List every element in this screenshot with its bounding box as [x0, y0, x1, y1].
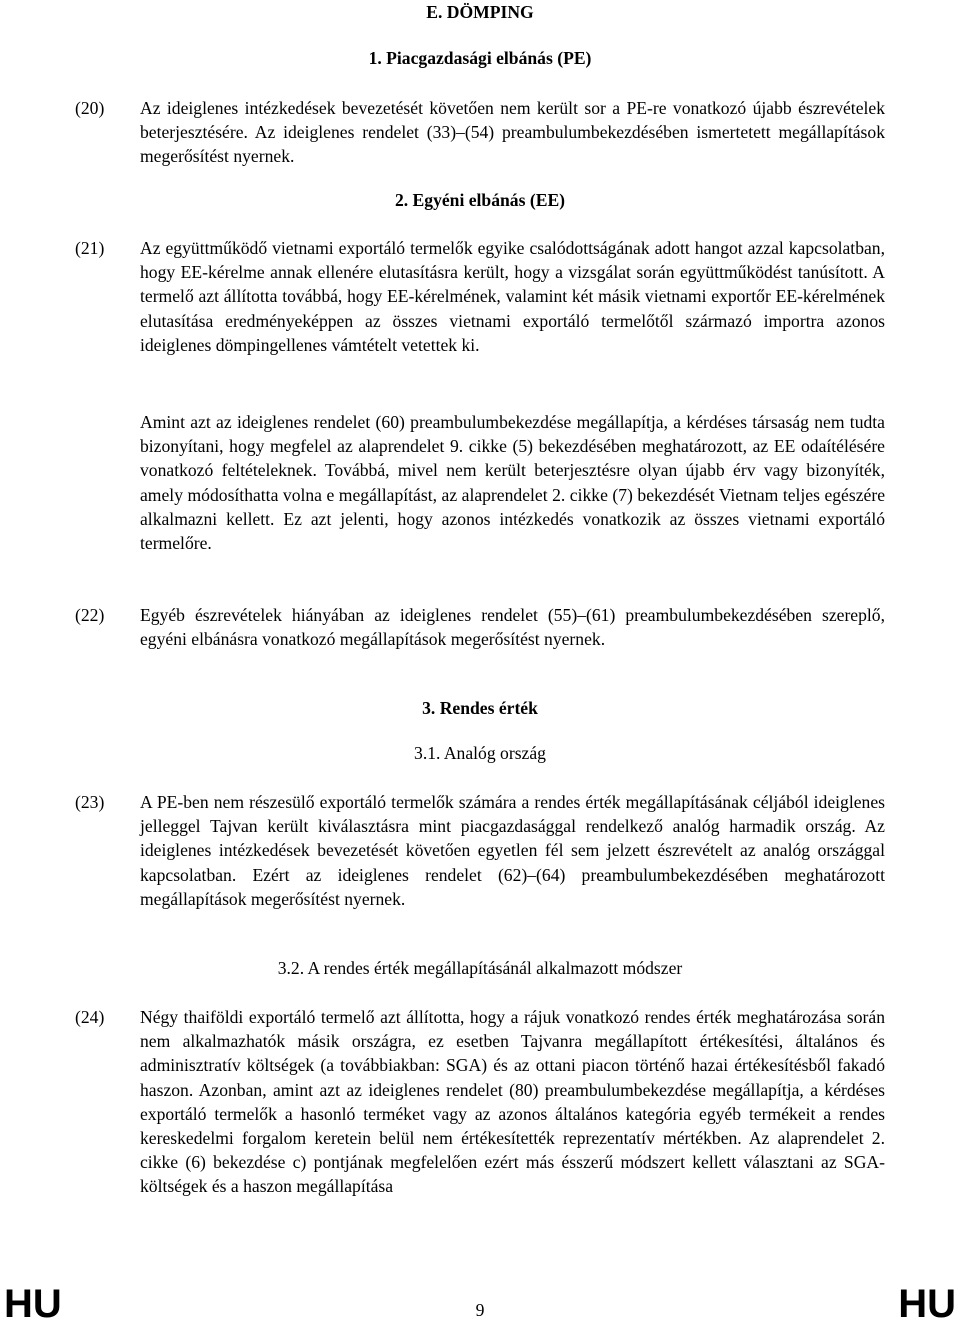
paragraph-23: A PE-ben nem részesülő exportáló termelők számára a rendes érték megállapításának céljából ideiglenes jelleggel Tajvan került kiválasztásra mint piacgazdasággal rendelkező analóg harmadik ország. Az ideiglenes intézkedések bevezetését követően egyetlen fél sem jelzett észrevételt az analóg országgal kapcsolatban. Ezért az ideiglenes rendelet (62)–(64) preambulumbekezdésében meghatározott megállapítások megerősítést nyernek.: [140, 792, 885, 909]
paragraph-number: (21): [75, 238, 105, 258]
heading-3-2: 3.2. A rendes érték megállapításánál alkalmazott módszer: [277, 958, 683, 978]
paragraph-number: (24): [75, 1007, 105, 1027]
heading-3-1: 3.1. Analóg ország: [414, 743, 546, 763]
page-number: 9: [475, 1300, 485, 1320]
section-title: E. DÖMPING: [426, 2, 534, 22]
heading-1: 1. Piacgazdasági elbánás (PE): [368, 48, 592, 68]
paragraph-number: (23): [75, 792, 105, 812]
paragraph-number: (20): [75, 98, 105, 118]
footer-language-right: HU: [898, 1282, 956, 1326]
paragraph-22: Egyéb észrevételek hiányában az ideiglenes rendelet (55)–(61) preambulumbekezdésében szereplő, egyéni elbánásra vonatkozó megállapítások megerősítést nyernek.: [140, 605, 885, 650]
paragraph-number: (22): [75, 605, 105, 625]
paragraph-24: Négy thaiföldi exportáló termelő azt állította, hogy a rájuk vonatkozó rendes érték meghatározása során nem alkalmazhatók másik országra, ez esetben Tajvanra megállapított értékesítési, általános és adminisztratív költségek (a továbbiakban: SGA) és az ottani piacon történő hazai értékesítésből fakadó haszon. Azonban, amint azt az ideiglenes rendelet (80) preambulumbekezdése megállapítja, a kérdéses exportáló termelők a hasonló terméket vagy az azonos általános kategória egyéb termékeit a rendes kereskedelmi forgalom keretein belül nem értékesítették reprezentatív mértékben. Az alaprendelet 2. cikke (6) bekezdése c) pontjának megfelelően ezért más ésszerű módszert kellett választani az SGA-költségek és a haszon megállapítása: [140, 1007, 885, 1197]
paragraph-21-continued: Amint azt az ideiglenes rendelet (60) preambulumbekezdése megállapítja, a kérdéses társaság nem tudta bizonyítani, hogy megfelel az alaprendelet 9. cikke (5) bekezdésében meghatározott, az EE odaítélésére vonatkozó feltételeknek. Továbbá, mivel nem került beterjesztésre olyan újabb érv vagy bizonyíték, amely módosíthatta volna e megállapítást, az alaprendelet 2. cikke (7) bekezdését Vietnam teljes egészére alkalmazni kellett. Ez azt jelenti, hogy azonos intézkedés vonatkozik az összes vietnami exportáló termelőre.: [140, 412, 885, 554]
paragraph-21: Az együttműködő vietnami exportáló termelők egyike csalódottságának adott hangot azzal kapcsolatban, hogy EE-kérelme annak ellenére elutasításra került, hogy a vizsgálat során együttműködést tanúsított. A termelő azt állította továbbá, hogy EE-kérelmének, valamint két másik vietnami exportőr EE-kérelmének elutasítása eredményeképpen az összes vietnami exportáló termelőtől származó importra azonos ideiglenes dömpingellenes vámtételt vetettek ki.: [140, 238, 885, 355]
footer-language-left: HU: [4, 1282, 62, 1326]
heading-2: 2. Egyéni elbánás (EE): [394, 190, 566, 210]
heading-3: 3. Rendes érték: [422, 698, 538, 718]
paragraph-20: Az ideiglenes intézkedések bevezetését követően nem került sor a PE-re vonatkozó újabb észrevételek beterjesztésére. Az ideiglenes rendelet (33)–(54) preambulumbekezdésében ismertetett megállapítások megerősítést nyernek.: [140, 98, 885, 167]
